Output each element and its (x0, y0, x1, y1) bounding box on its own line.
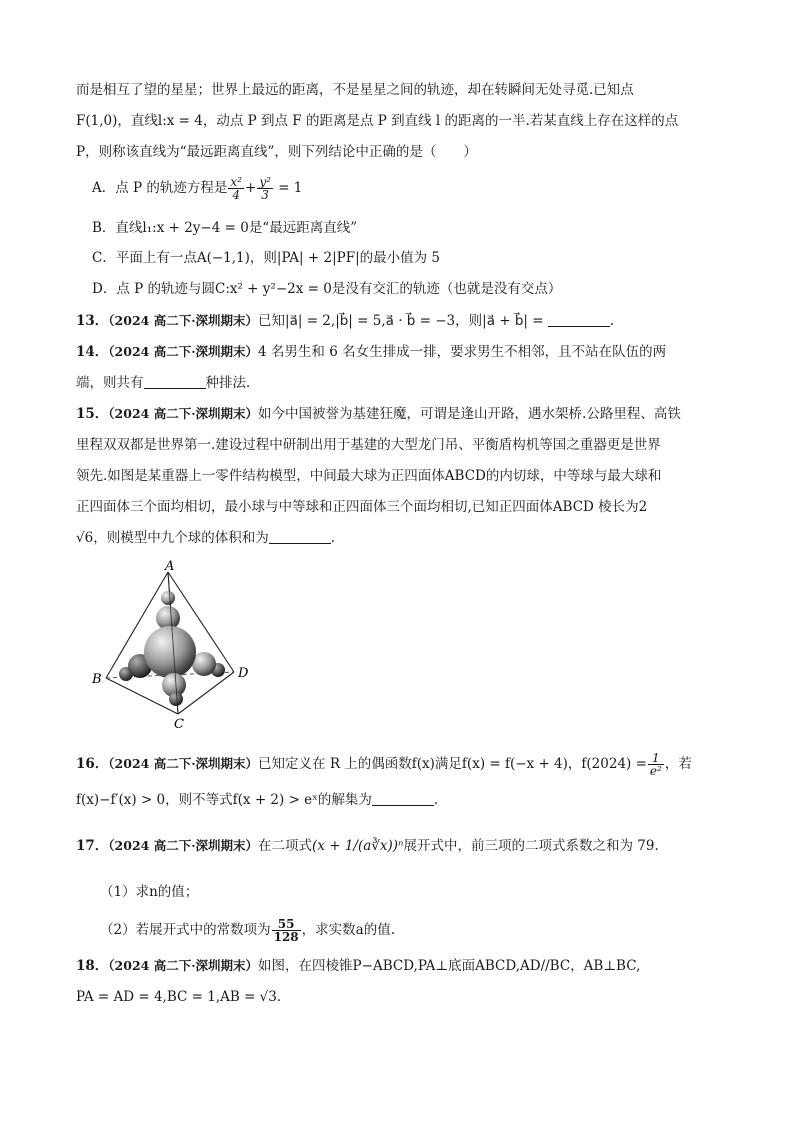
question-18-line-1: 18．（2024 高二下·深圳期末）如图，在四棱锥P−ABCD,PA⊥底面ABCD,AD//BC，AB⊥BC, (76, 958, 641, 974)
question-16-line-2: f(x)−f′(x) > 0，则不等式f(x + 2) > eˣ的解集为 . (76, 792, 439, 808)
option-c: C．平面上有一点A(−1,1)，则|PA| + 2|PF|的最小值为 5 (92, 250, 440, 266)
intro-line-2: F(1,0)，直线l:x = 4，动点 P 到点 F 的距离是点 P 到直线 l 的距离的一半.若某直线上存在这样的点 (76, 113, 679, 129)
intro-line-1: 而是相互了望的星星；世界上最远的距离，不是星星之间的轨迹，却在转瞬间无处寻觅.已知点 (76, 82, 634, 98)
question-13: 13．（2024 高二下·深圳期末）已知|a⃗| = 2,|b⃗| = 5,a⃗ · b⃗ = −3，则|a⃗ + b⃗| = . (76, 313, 615, 329)
large-sphere (144, 626, 196, 678)
label-c: C (174, 717, 184, 730)
answer-blank[interactable] (548, 313, 610, 327)
question-17-part-2: （2）若展开式中的常数项为 $\frac{55}{128}$ ，求实数a的值. (100, 917, 395, 944)
fraction-y2-over-3: $\frac{\text{y²}}{3}$ (259, 175, 271, 202)
question-14-line-1: 14．（2024 高二下·深圳期末）4 名男生和 6 名女生排成一排，要求男生不相邻，且不站在队伍的两 (76, 344, 667, 360)
tetrahedron-diagram (88, 560, 268, 730)
small-sphere-top (161, 591, 175, 605)
option-d: D．点 P 的轨迹与圆C:x² + y²−2x = 0是没有交汇的轨迹（也就是没有交点） (92, 281, 562, 297)
option-a-prefix: A．点 P 的轨迹方程是 (92, 180, 228, 196)
tetrahedron-spheres-figure (88, 560, 268, 730)
question-15-line-5: √6，则模型中九个球的体积和为 . (76, 530, 335, 546)
question-15-line-4: 正四面体三个面均相切，最小球与中等球和正四面体三个面均相切,已知正四面体ABCD 棱长为2 (76, 499, 648, 515)
fraction-1-over-e2: $\frac{1}{\text{e²}}$ (649, 751, 662, 778)
answer-blank[interactable] (144, 375, 206, 389)
question-15-line-3: 领先.如图是某重器上一零件结构模型，中间最大球为正四面体ABCD的内切球，中等球与最大球和 (76, 468, 662, 484)
answer-blank[interactable] (269, 530, 331, 544)
question-18-line-2: PA = AD = 4,BC = 1,AB = √3． (76, 989, 291, 1005)
option-a: A．点 P 的轨迹方程是 $\frac{\text{x²}}{4}$ + $\frac{\text{y²}}{3}$ = 1 (92, 175, 303, 202)
question-17: 17．（2024 高二下·深圳期末）在二项式(x + 1/(a∛x))ⁿ展开式中，前三项的二项式系数之和为 79. (76, 838, 659, 854)
question-16-line-1: 16．（2024 高二下·深圳期末）已知定义在 R 上的偶函数f(x)满足f(x) = f(−x + 4)，f(2024) = $\frac{1}{\text{e²}}$ ，若 (76, 751, 692, 778)
label-b: B (92, 672, 102, 687)
small-sphere-bottom (169, 692, 183, 706)
fraction-x2-over-4: $\frac{\text{x²}}{4}$ (230, 175, 242, 202)
edge-cd (178, 672, 234, 714)
question-15-line-2: 里程双双都是世界第一.建设过程中研制出用于基建的大型龙门吊、平衡盾构机等国之重器更是世界 (76, 437, 661, 453)
fraction-55-over-128: $\frac{55}{128}$ (273, 917, 299, 944)
question-17-part-1: （1）求n的值； (100, 884, 199, 900)
option-b: B．直线l₁:x + 2y−4 = 0是“最远距离直线” (92, 220, 358, 236)
answer-blank[interactable] (372, 792, 434, 806)
intro-line-3: P，则称该直线为“最远距离直线”，则下列结论中正确的是（ ） (76, 144, 477, 160)
binomial-expression: (x + 1/(a∛x))ⁿ (312, 838, 404, 854)
label-a: A (165, 560, 175, 574)
question-14-line-2: 端，则共有 种排法． (76, 375, 260, 391)
question-15-line-1: 15．（2024 高二下·深圳期末）如今中国被誉为基建狂魔，可谓是逢山开路，遇水架桥.公路里程、高铁 (76, 406, 681, 422)
label-d: D (238, 666, 249, 681)
